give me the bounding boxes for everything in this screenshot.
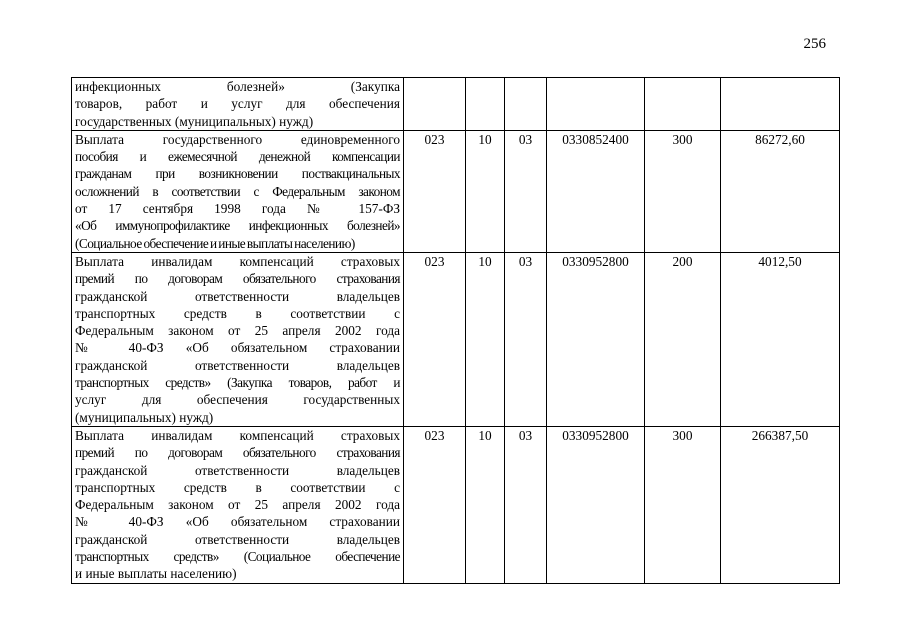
row-description	[72, 426, 404, 583]
desc-line: транспортных средств» (Закупка товаров, работ и	[75, 375, 400, 391]
desc-line: Выплата инвалидам компенсаций страховых	[75, 427, 400, 443]
target-article-cell: 0330952800	[547, 426, 645, 583]
subsection-cell: 03	[505, 426, 547, 583]
table-row	[72, 426, 840, 583]
desc-line: № 40-ФЗ «Об обязательном страховании	[75, 340, 400, 356]
amount-cell: 4012,50	[721, 252, 840, 426]
expense-type-cell	[645, 78, 721, 131]
desc-line: транспортных средств в соответствии с	[75, 479, 400, 495]
desc-line: Выплата государственного единовременного	[75, 131, 400, 147]
amount-cell: 266387,50	[721, 426, 840, 583]
desc-line: гражданской ответственности владельцев	[75, 357, 400, 373]
desc-line: государственных (муниципальных) нужд)	[75, 113, 314, 129]
desc-line: (Социальное обеспечение и иные выплаты населению)	[75, 235, 355, 251]
row-description	[72, 130, 404, 252]
expense-type-cell: 200	[645, 252, 721, 426]
section-cell: 10	[466, 130, 505, 252]
table-row	[72, 78, 840, 131]
budget-table	[71, 77, 840, 584]
desc-line: № 40-ФЗ «Об обязательном страховании	[75, 514, 400, 530]
desc-line: транспортных средств в соответствии с	[75, 305, 400, 321]
desc-line: осложнений в соответствии с Федеральным законом	[75, 183, 400, 199]
desc-line: гражданской ответственности владельцев	[75, 531, 400, 547]
target-article-cell: 0330952800	[547, 252, 645, 426]
table-row	[72, 252, 840, 426]
page-number: 256	[803, 36, 826, 52]
section-cell: 10	[466, 252, 505, 426]
section-cell	[466, 78, 505, 131]
target-article-cell	[547, 78, 645, 131]
amount-cell: 86272,60	[721, 130, 840, 252]
target-article-cell: 0330852400	[547, 130, 645, 252]
desc-line: «Об иммунопрофилактике инфекционных болезней»	[75, 218, 400, 234]
amount-cell	[721, 78, 840, 131]
table-row	[72, 130, 840, 252]
subsection-cell: 03	[505, 252, 547, 426]
desc-line: гражданской ответственности владельцев	[75, 462, 400, 478]
row-description	[72, 252, 404, 426]
desc-line: пособия и ежемесячной денежной компенсации	[75, 149, 400, 165]
desc-line: товаров, работ и услуг для обеспечения	[75, 96, 400, 112]
admin-code-cell: 023	[404, 130, 466, 252]
expense-type-cell: 300	[645, 426, 721, 583]
subsection-cell: 03	[505, 130, 547, 252]
row-description	[72, 78, 404, 131]
desc-line: и иные выплаты населению)	[75, 566, 237, 582]
desc-line: инфекционных болезней» (Закупка	[75, 79, 400, 94]
desc-line: от 17 сентября 1998 года № 157-ФЗ	[75, 201, 400, 217]
desc-line: премий по договорам обязательного страхования	[75, 445, 400, 461]
desc-line: гражданам при возникновении поствакцинальных	[75, 166, 400, 182]
admin-code-cell: 023	[404, 252, 466, 426]
expense-type-cell: 300	[645, 130, 721, 252]
desc-line: транспортных средств» (Социальное обеспечение	[75, 549, 400, 565]
desc-line: услуг для обеспечения государственных	[75, 392, 400, 408]
desc-line: (муниципальных) нужд)	[75, 409, 214, 425]
desc-line: Выплата инвалидам компенсаций страховых	[75, 253, 400, 269]
desc-line: Федеральным законом от 25 апреля 2002 года	[75, 323, 400, 339]
admin-code-cell	[404, 78, 466, 131]
section-cell: 10	[466, 426, 505, 583]
admin-code-cell: 023	[404, 426, 466, 583]
desc-line: премий по договорам обязательного страхования	[75, 271, 400, 287]
subsection-cell	[505, 78, 547, 131]
desc-line: Федеральным законом от 25 апреля 2002 года	[75, 497, 400, 513]
desc-line: гражданской ответственности владельцев	[75, 288, 400, 304]
